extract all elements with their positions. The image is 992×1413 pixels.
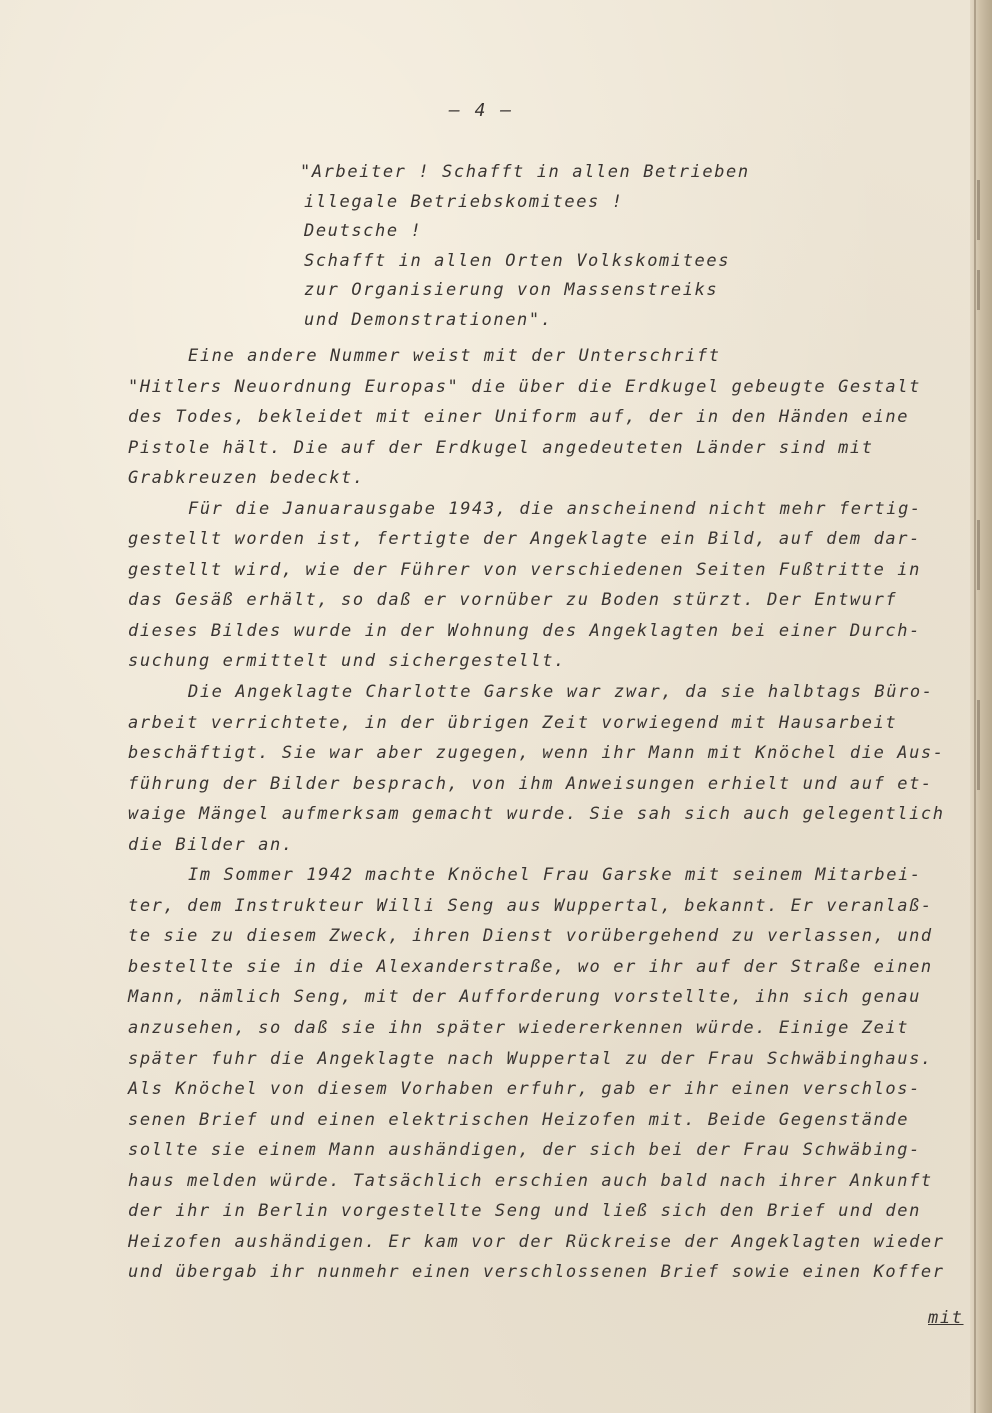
page-number: – 4 – [449,100,514,121]
text-line: senen Brief und einen elektrischen Heizofen mit. Beide Gegenstände [128,1109,910,1130]
text-line: sollte sie einem Mann aushändigen, der sich bei der Frau Schwäbing- [128,1140,921,1161]
text-line: Heizofen aushändigen. Er kam vor der Rückreise der Angeklagten wieder [128,1231,945,1252]
text-line: und übergab ihr nunmehr einen verschlossenen Brief sowie einen Koffer [128,1262,945,1283]
text-line: Grabkreuzen bedeckt. [128,468,365,489]
text-line: führung der Bilder besprach, von ihm Anweisungen erhielt und auf et- [128,773,933,794]
quote-line: Schafft in allen Orten Volkskomitees [304,250,731,271]
text-line: haus melden würde. Tatsächlich erschien auch bald nach ihrer Ankunft [128,1170,933,1191]
text-line: Pistole hält. Die auf der Erdkugel angedeuteten Länder sind mit [128,437,874,458]
text-line: später fuhr die Angeklagte nach Wuppertal zu der Frau Schwäbinghaus. [128,1048,933,1069]
quote-line: "Arbeiter ! Schafft in allen Betrieben [300,162,750,182]
text-line: ter, dem Instrukteur Willi Seng aus Wuppertal, bekannt. Er veranlaß- [128,895,933,916]
text-line: Eine andere Nummer weist mit der Unterschrift [188,346,721,366]
page-edge-line [974,0,976,1413]
text-line: Die Angeklagte Charlotte Garske war zwar, da sie halbtags Büro- [188,682,934,703]
text-line: arbeit verrichtete, in der übrigen Zeit vorwiegend mit Hausarbeit [128,712,898,733]
text-line: bestellte sie in die Alexanderstraße, wo er ihr auf der Straße einen [128,956,933,977]
text-line: das Gesäß erhält, so daß er vornüber zu Boden stürzt. Der Entwurf [128,590,898,611]
quote-line: und Demonstrationen". [304,309,553,330]
quote-block [300,158,750,335]
text-line: "Hitlers Neuordnung Europas" die über die Erdkugel gebeugte Gestalt [128,376,921,397]
text-line: te sie zu diesem Zweck, ihren Dienst vorübergehend zu verlassen, und [128,926,933,947]
text-line: Als Knöchel von diesem Vorhaben erfuhr, gab er ihr einen verschlos- [128,1079,921,1100]
text-line: Mann, nämlich Seng, mit der Aufforderung vorstellte, ihn sich genau [128,987,921,1008]
text-line: gestellt worden ist, fertigte der Angeklagte ein Bild, auf dem dar- [128,529,921,550]
text-line: Für die Januarausgabe 1943, die anscheinend nicht mehr fertig- [188,498,922,519]
text-line: gestellt wird, wie der Führer von verschiedenen Seiten Fußtritte in [128,559,921,580]
margin-mark [977,180,980,240]
margin-mark [977,270,980,310]
text-line: des Todes, bekleidet mit einer Uniform auf, der in den Händen eine [128,407,910,428]
text-line: dieses Bildes wurde in der Wohnung des Angeklagten bei einer Durch- [128,620,921,641]
text-line: anzusehen, so daß sie ihn später wiedererkennen würde. Einige Zeit [128,1018,910,1039]
body-text [128,341,945,1288]
text-line: der ihr in Berlin vorgestellte Seng und ließ sich den Brief und den [128,1201,921,1222]
quote-line: Deutsche ! [304,221,423,241]
margin-mark [977,520,980,590]
margin-mark [977,700,980,790]
text-line: Im Sommer 1942 machte Knöchel Frau Garske mit seinem Mitarbei- [188,865,922,886]
text-line: suchung ermittelt und sichergestellt. [128,651,566,672]
quote-line: illegale Betriebskomitees ! [304,191,624,212]
text-line: beschäftigt. Sie war aber zugegen, wenn ihr Mann mit Knöchel die Aus- [128,743,945,764]
catchword: mit [928,1308,964,1328]
quote-line: zur Organisierung von Massenstreiks [304,280,719,300]
text-line: waige Mängel aufmerksam gemacht wurde. Sie sah sich auch gelegentlich [128,804,945,825]
text-line: die Bilder an. [128,834,294,855]
